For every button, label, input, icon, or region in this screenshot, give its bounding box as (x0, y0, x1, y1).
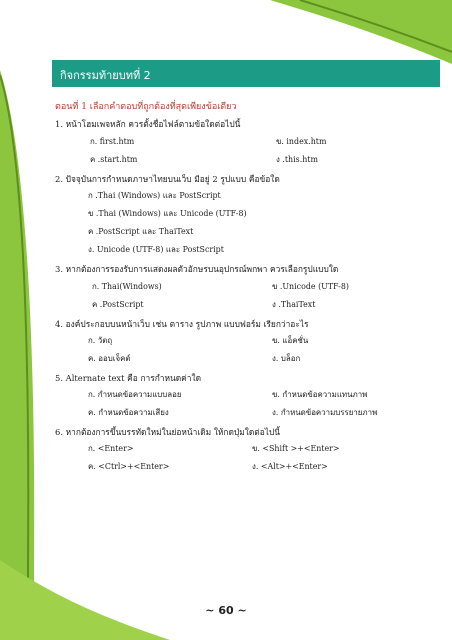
q1-option-b: ข. index.htm (276, 137, 327, 146)
q3-option-c: ค .PostScript (92, 300, 144, 309)
q4-option-b: ข. แอ็คชั่น (272, 336, 309, 345)
q2-option-d: ง. Unicode (UTF-8) และ PostScript (88, 245, 224, 254)
question-5: 5. Alternate text คือ การกำหนดค่าใด (55, 373, 202, 383)
q4-option-a: ก. วัตถุ (88, 336, 113, 345)
section-instruction: ตอนที่ 1 เลือกคำตอบที่ถูกต้องที่สุดเพียงข้อเดียว (55, 102, 237, 112)
q3-option-d: ง .ThaiText (272, 300, 316, 309)
page-number: ~ 60 ~ (205, 604, 247, 617)
q5-option-d: ง. กำหนดข้อความบรรยายภาพ (272, 408, 378, 417)
q5-option-c: ค. กำหนดข้อความเสียง (88, 408, 169, 417)
q2-option-c: ค .PostScript และ ThaiText (88, 227, 194, 236)
q5-option-a: ก. กำหนดข้อความแบบลอย (88, 390, 182, 399)
q5-option-b: ข. กำหนดข้อความแทนภาพ (272, 390, 368, 399)
q3-option-b: ข .Unicode (UTF-8) (272, 282, 349, 291)
q6-option-a: ก. <Enter> (88, 444, 134, 453)
q2-option-b: ข .Thai (Windows) และ Unicode (UTF-8) (88, 209, 247, 218)
question-4: 4. องค์ประกอบบนหน้าเว็บ เช่น ตาราง รูปภาพ แบบฟอร์ม เรียกว่าอะไร (55, 319, 309, 329)
q6-option-b: ข. <Shift >+<Enter> (252, 444, 340, 453)
q6-option-d: ง. <Alt>+<Enter> (252, 462, 328, 471)
q6-option-c: ค. <Ctrl>+<Enter> (88, 462, 170, 471)
question-3: 3. หากต้องการรองรับการแสดงผลตัวอักษรบนอุปกรณ์พกพา ควรเลือกรูปแบบใด (55, 264, 339, 274)
activity-header-title: กิจกรรมท้ายบทที่ 2 (60, 69, 151, 82)
q3-option-a: ก. Thai(Windows) (92, 282, 162, 291)
q4-option-d: ง. บล็อก (272, 354, 301, 363)
question-2: 2. ปัจจุบันการกำหนดภาษาไทยบนเว็บ มีอยู่ 2 รูปแบบ คือข้อใด (55, 174, 280, 184)
question-1: 1. หน้าโฮมเพจหลัก ควรตั้งชื่อไฟล์ตามข้อใดต่อไปนี้ (55, 119, 241, 129)
q1-option-a: ก. first.htm (90, 137, 135, 146)
q1-option-c: ค .start.htm (90, 155, 138, 164)
q1-option-d: ง .this.htm (276, 155, 318, 164)
q2-option-a: ก .Thai (Windows) และ PostScript (88, 191, 221, 200)
q4-option-c: ค. ออบเจ็คต์ (88, 354, 131, 363)
question-6: 6. หากต้องการขึ้นบรรทัดใหม่ในย่อหน้าเดิม ให้กดปุ่มใดต่อไปนี้ (55, 427, 281, 437)
